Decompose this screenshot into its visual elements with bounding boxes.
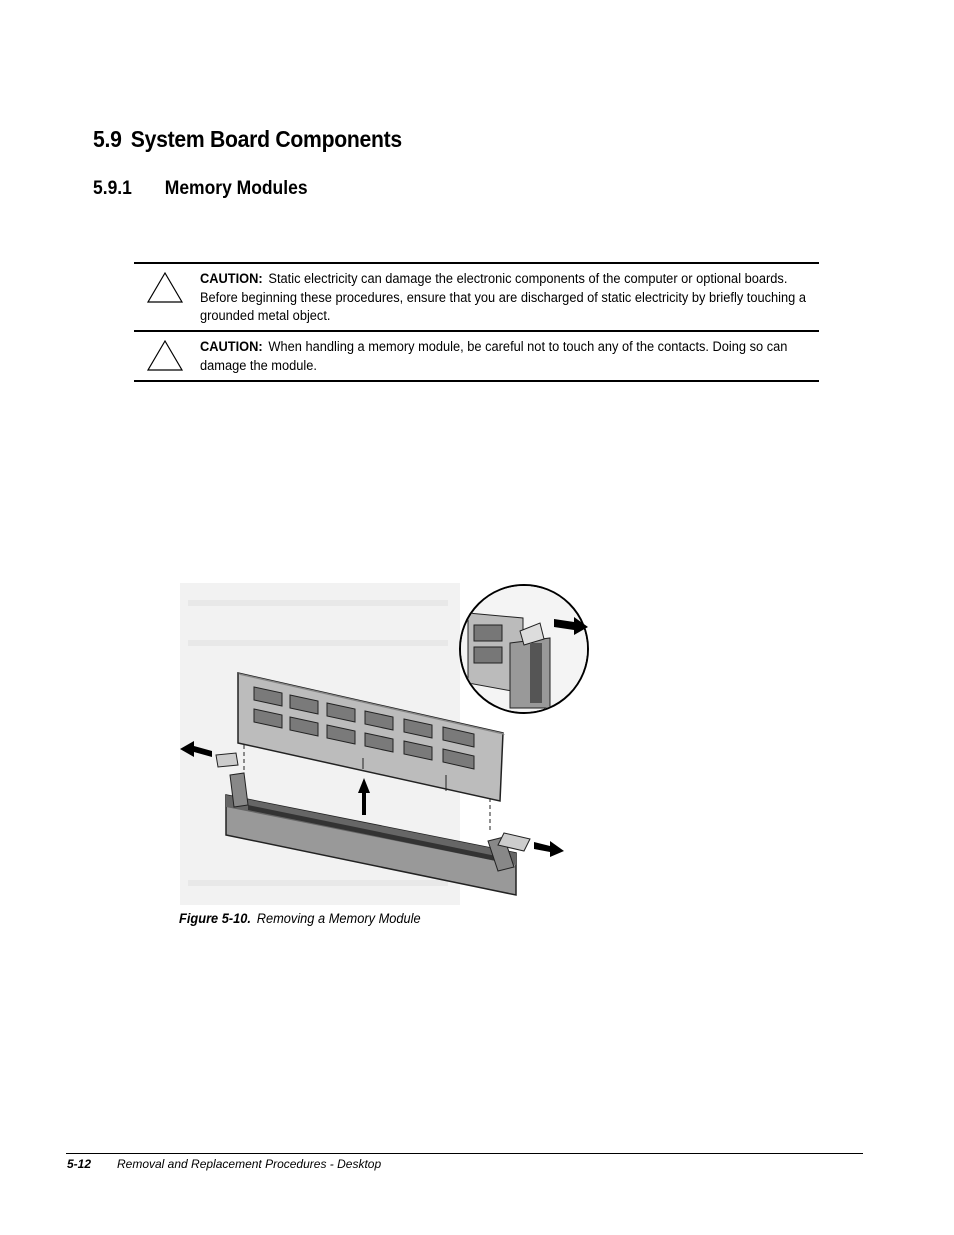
figure-caption — [179, 911, 421, 926]
page-number: 5-12 — [67, 1157, 92, 1171]
footer-divider — [66, 1153, 863, 1154]
latch-detail-inset — [460, 585, 590, 713]
caution-triangle-icon — [146, 271, 184, 304]
figure-caption-text: Removing a Memory Module — [256, 911, 421, 926]
caution-label: CAUTION: — [200, 271, 263, 286]
section-number: 5.9 — [93, 126, 122, 152]
caution-text — [200, 332, 816, 380]
caution-block-2 — [134, 330, 819, 382]
caution-body: Static electricity can damage the electronic components of the computer or optional boards. Before beginning these procedures, ensure that you are discharged of static electricity by briefly touching a grounded metal object. — [200, 271, 806, 323]
figure-label: Figure 5-10. — [179, 911, 251, 926]
subsection-heading — [93, 178, 308, 200]
page-footer — [67, 1157, 381, 1171]
section-title: System Board Components — [130, 126, 402, 152]
footer-title: Removal and Replacement Procedures - Desktop — [117, 1157, 382, 1171]
caution-label: CAUTION: — [200, 339, 263, 354]
subsection-title: Memory Modules — [164, 178, 308, 199]
caution-body: When handling a memory module, be careful not to touch any of the contacts. Doing so can damage the module. — [200, 339, 788, 373]
right-arrow-icon — [534, 841, 564, 857]
caution-block-1 — [134, 262, 819, 331]
caution-text — [200, 264, 816, 331]
caution-triangle-icon — [146, 339, 184, 372]
section-heading — [93, 126, 402, 153]
subsection-number: 5.9.1 — [93, 178, 132, 199]
memory-module-removal-illustration — [178, 583, 598, 908]
